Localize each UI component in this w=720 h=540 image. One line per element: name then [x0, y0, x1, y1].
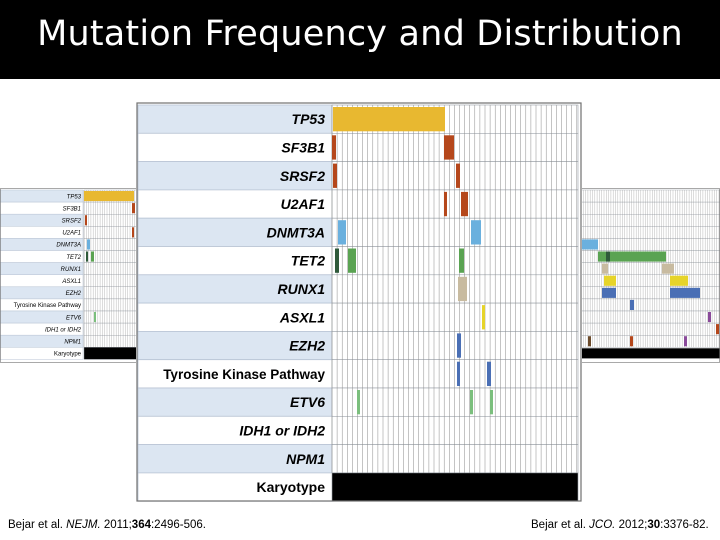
left-oncoprint-panel: [0, 188, 140, 363]
row-label: DNMT3A: [266, 224, 325, 241]
right-mutation-mark: [662, 264, 674, 274]
citation-right-year: 2012;: [615, 519, 648, 531]
row-label: RUNX1: [277, 280, 325, 297]
left-row-label: U2AF1: [62, 230, 81, 237]
row-label: NPM1: [286, 450, 325, 467]
left-row-label: TET2: [66, 254, 81, 261]
right-mutation-mark: [606, 252, 610, 262]
title-bar: [0, 0, 720, 79]
right-mutation-mark: [580, 348, 720, 358]
citation-right: [531, 519, 709, 531]
mutation-mark: [332, 135, 336, 159]
left-mutation-mark: [85, 215, 87, 225]
mutation-mark: [444, 135, 454, 159]
karyotype-bar: [332, 473, 578, 501]
mutation-mark: [457, 333, 461, 357]
right-mutation-mark: [602, 288, 616, 298]
mutation-mark: [457, 362, 460, 386]
mutation-mark: [471, 220, 481, 244]
mutation-mark: [490, 390, 493, 414]
row-label: IDH1 or IDH2: [239, 422, 325, 439]
left-mutation-mark: [91, 252, 94, 262]
right-mutation-mark: [602, 264, 608, 274]
mutation-mark: [456, 164, 460, 188]
main-oncoprint-panel: [136, 102, 582, 502]
left-mutation-mark: [132, 227, 134, 237]
left-row-label: ASXL1: [62, 278, 81, 285]
mutation-mark: [335, 249, 339, 273]
right-mutation-mark: [670, 276, 688, 286]
right-mutation-mark: [580, 239, 598, 249]
row-label: SRSF2: [279, 167, 325, 184]
row-label: TP53: [291, 111, 325, 128]
left-row-label: TP53: [66, 194, 81, 201]
left-row-label: DNMT3A: [56, 242, 81, 249]
row-label: TET2: [290, 252, 325, 269]
left-row-label: Karyotype: [53, 351, 81, 358]
left-mutation-mark: [84, 191, 134, 201]
citation-left-volume: 364: [131, 519, 151, 531]
mutation-mark: [461, 192, 468, 216]
left-row-label: ETV6: [65, 315, 81, 322]
left-mutation-mark: [132, 203, 135, 213]
right-mutation-mark: [588, 336, 591, 346]
left-mutation-mark: [94, 312, 96, 322]
citation-right-authors: Bejar et al.: [531, 519, 590, 531]
citation-left-year: 2011;: [100, 519, 132, 531]
row-label: ASXL1: [279, 309, 325, 326]
citation-right-pages: :3376-82.: [660, 519, 709, 531]
row-label: EZH2: [289, 337, 325, 354]
mutation-mark: [470, 390, 473, 414]
mutation-mark: [348, 249, 356, 273]
mutation-mark: [458, 277, 467, 301]
left-row-label: Tyrosine Kinase Pathway: [13, 303, 81, 310]
citation-right-volume: 30: [647, 519, 661, 531]
right-mutation-mark: [716, 324, 719, 334]
right-mutation-mark: [630, 336, 633, 346]
right-mutation-mark: [670, 288, 700, 298]
right-oncoprint-panel: [580, 188, 720, 363]
left-row-label: SRSF2: [61, 218, 81, 225]
citation-right-journal: JCO.: [589, 519, 616, 531]
citation-left: [8, 519, 206, 531]
left-mutation-mark: [86, 252, 88, 262]
right-mutation-mark: [630, 300, 634, 310]
left-row-label: NPM1: [64, 339, 81, 346]
mutation-mark: [333, 164, 337, 188]
right-mutation-mark: [684, 336, 687, 346]
left-row-label: RUNX1: [60, 266, 81, 273]
citation-left-authors: Bejar et al.: [8, 519, 67, 531]
mutation-mark: [357, 390, 360, 414]
citation-left-journal: NEJM.: [66, 519, 101, 531]
row-label: Karyotype: [256, 479, 325, 496]
left-mutation-mark: [87, 239, 90, 249]
left-karyotype-bar: [84, 347, 138, 359]
right-mutation-mark: [708, 312, 711, 322]
citation-left-pages: :2496-506.: [150, 519, 206, 531]
row-label: ETV6: [289, 394, 325, 411]
mutation-mark: [487, 362, 491, 386]
mutation-mark: [482, 305, 485, 329]
left-row-label: SF3B1: [62, 206, 81, 213]
mutation-mark: [459, 249, 464, 273]
row-label: Tyrosine Kinase Pathway: [163, 366, 325, 382]
right-mutation-mark: [604, 276, 616, 286]
slide-title: Mutation Frequency and Distribution: [37, 14, 683, 54]
mutation-mark: [333, 107, 445, 131]
row-label: SF3B1: [281, 139, 325, 156]
mutation-mark: [338, 220, 346, 244]
mutation-mark: [444, 192, 447, 216]
left-row-label: IDH1 or IDH2: [44, 327, 81, 334]
row-label: U2AF1: [280, 196, 325, 213]
left-row-label: EZH2: [65, 291, 81, 298]
